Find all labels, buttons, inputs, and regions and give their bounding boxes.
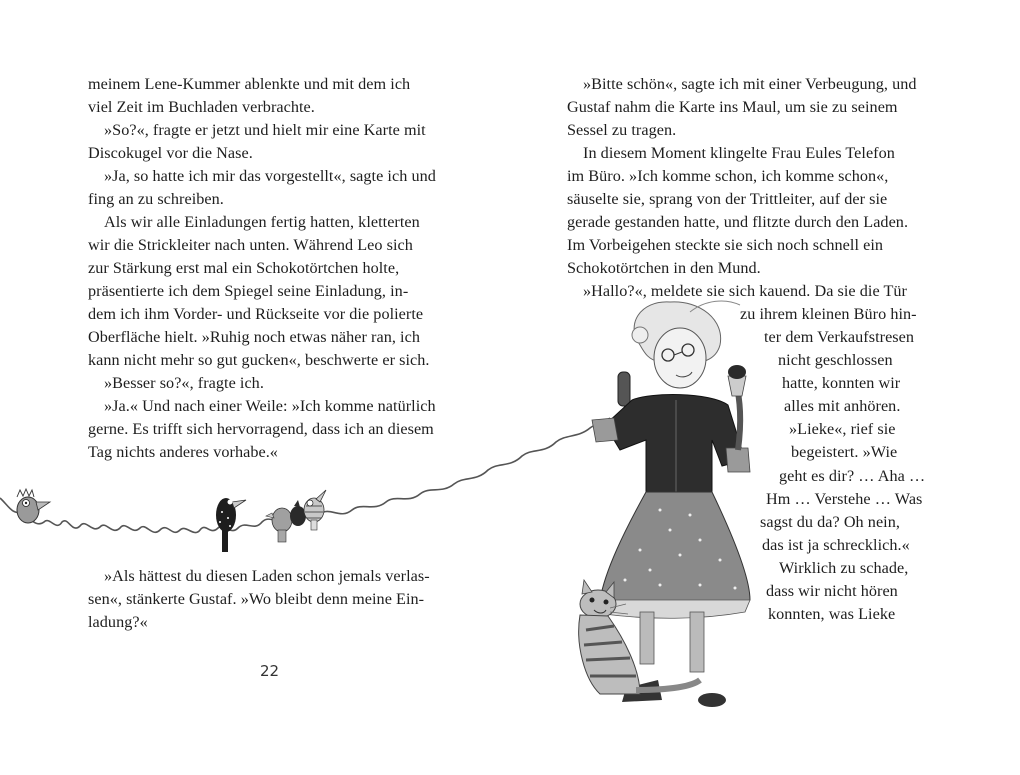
text-line: »So?«, fragte er jetzt und hielt mir eine Karte mit xyxy=(104,121,426,139)
text-line: zu ihrem kleinen Büro hin- xyxy=(740,305,917,323)
text-line: »Ja, so hatte ich mir das vorgestellt«, sagte ich und xyxy=(104,167,436,185)
text-line: Als wir alle Einladungen fertig hatten, kletterten xyxy=(104,213,420,231)
text-line: nicht geschlossen xyxy=(778,351,893,369)
text-line: kann nicht mehr so gut gucken«, beschwerte er sich. xyxy=(88,351,430,369)
text-line: präsentierte ich dem Spiegel seine Einladung, in- xyxy=(88,282,409,300)
text-line: begeistert. »Wie xyxy=(791,443,898,461)
bird-crown-icon xyxy=(17,489,50,523)
text-line: »Bitte schön«, sagte ich mit einer Verbeugung, und xyxy=(583,75,917,93)
text-line: Hm … Verstehe … Was xyxy=(766,490,923,508)
bird-grey-icon xyxy=(266,508,292,542)
text-line: sen«, stänkerte Gustaf. »Wo bleibt denn meine Ein- xyxy=(88,590,425,608)
text-line: »Besser so?«, fragte ich. xyxy=(104,374,264,392)
text-line: »Hallo?«, meldete sie sich kauend. Da sie die Tür xyxy=(583,282,908,300)
text-line: meinem Lene-Kummer ablenkte und mit dem ich xyxy=(88,75,411,93)
text-line: viel Zeit im Buchladen verbrachte. xyxy=(88,98,315,116)
text-line: konnten, was Lieke xyxy=(768,605,896,623)
text-line: hatte, konnten wir xyxy=(782,374,901,392)
text-line: fing an zu schreiben. xyxy=(88,190,224,208)
text-line: ter dem Verkaufstresen xyxy=(764,328,915,346)
text-line: Schokotörtchen in den Mund. xyxy=(567,259,761,277)
text-line: geht es dir? … Aha … xyxy=(779,467,926,485)
text-line: alles mit anhören. xyxy=(784,397,901,415)
text-line: Wirklich zu schade, xyxy=(779,559,909,577)
text-line: Tag nichts anderes vorhabe.« xyxy=(88,443,278,461)
bird-small-dark-icon xyxy=(290,500,306,526)
text-line: wir die Strickleiter nach unten. Während Leo sich xyxy=(88,236,413,254)
text-line: Sessel zu tragen. xyxy=(567,121,677,139)
text-line: Oberfläche hielt. »Ruhig noch etwas näher ran, ich xyxy=(88,328,420,346)
text-line: »Lieke«, rief sie xyxy=(789,420,896,438)
text-line: das ist ja schrecklich.« xyxy=(762,536,910,554)
text-line: In diesem Moment klingelte Frau Eules Telefon xyxy=(583,144,895,162)
bird-striped-icon xyxy=(304,490,326,530)
text-line: gerade gestanden hatte, und flitzte durch den Laden. xyxy=(567,213,909,231)
text-line: Gustaf nahm die Karte ins Maul, um sie zu seinem xyxy=(567,98,898,116)
text-line: im Büro. »Ich komme schon, ich komme schon«, xyxy=(567,167,889,185)
text-line: dem ich ihm Vorder- und Rückseite vor die polierte xyxy=(88,305,424,323)
text-line: »Als hättest du diesen Laden schon jemals verlas- xyxy=(104,567,430,585)
text-line: Discokugel vor die Nase. xyxy=(88,144,253,162)
text-line: »Ja.« Und nach einer Weile: »Ich komme natürlich xyxy=(104,397,436,415)
text-line: zur Stärkung erst mal ein Schokotörtchen holte, xyxy=(88,259,400,277)
text-line: ladung?« xyxy=(88,613,148,631)
text-line: säuselte sie, sprang von der Trittleiter, auf der sie xyxy=(567,190,888,208)
text-line: sagst du da? Oh nein, xyxy=(760,513,900,531)
text-line: gerne. Es trifft sich hervorragend, dass ich an diesem xyxy=(88,420,434,438)
text-line: Im Vorbeigehen steckte sie sich noch schnell ein xyxy=(567,236,884,254)
page-number: 22 xyxy=(260,662,280,680)
text-line: dass wir nicht hören xyxy=(766,582,898,600)
